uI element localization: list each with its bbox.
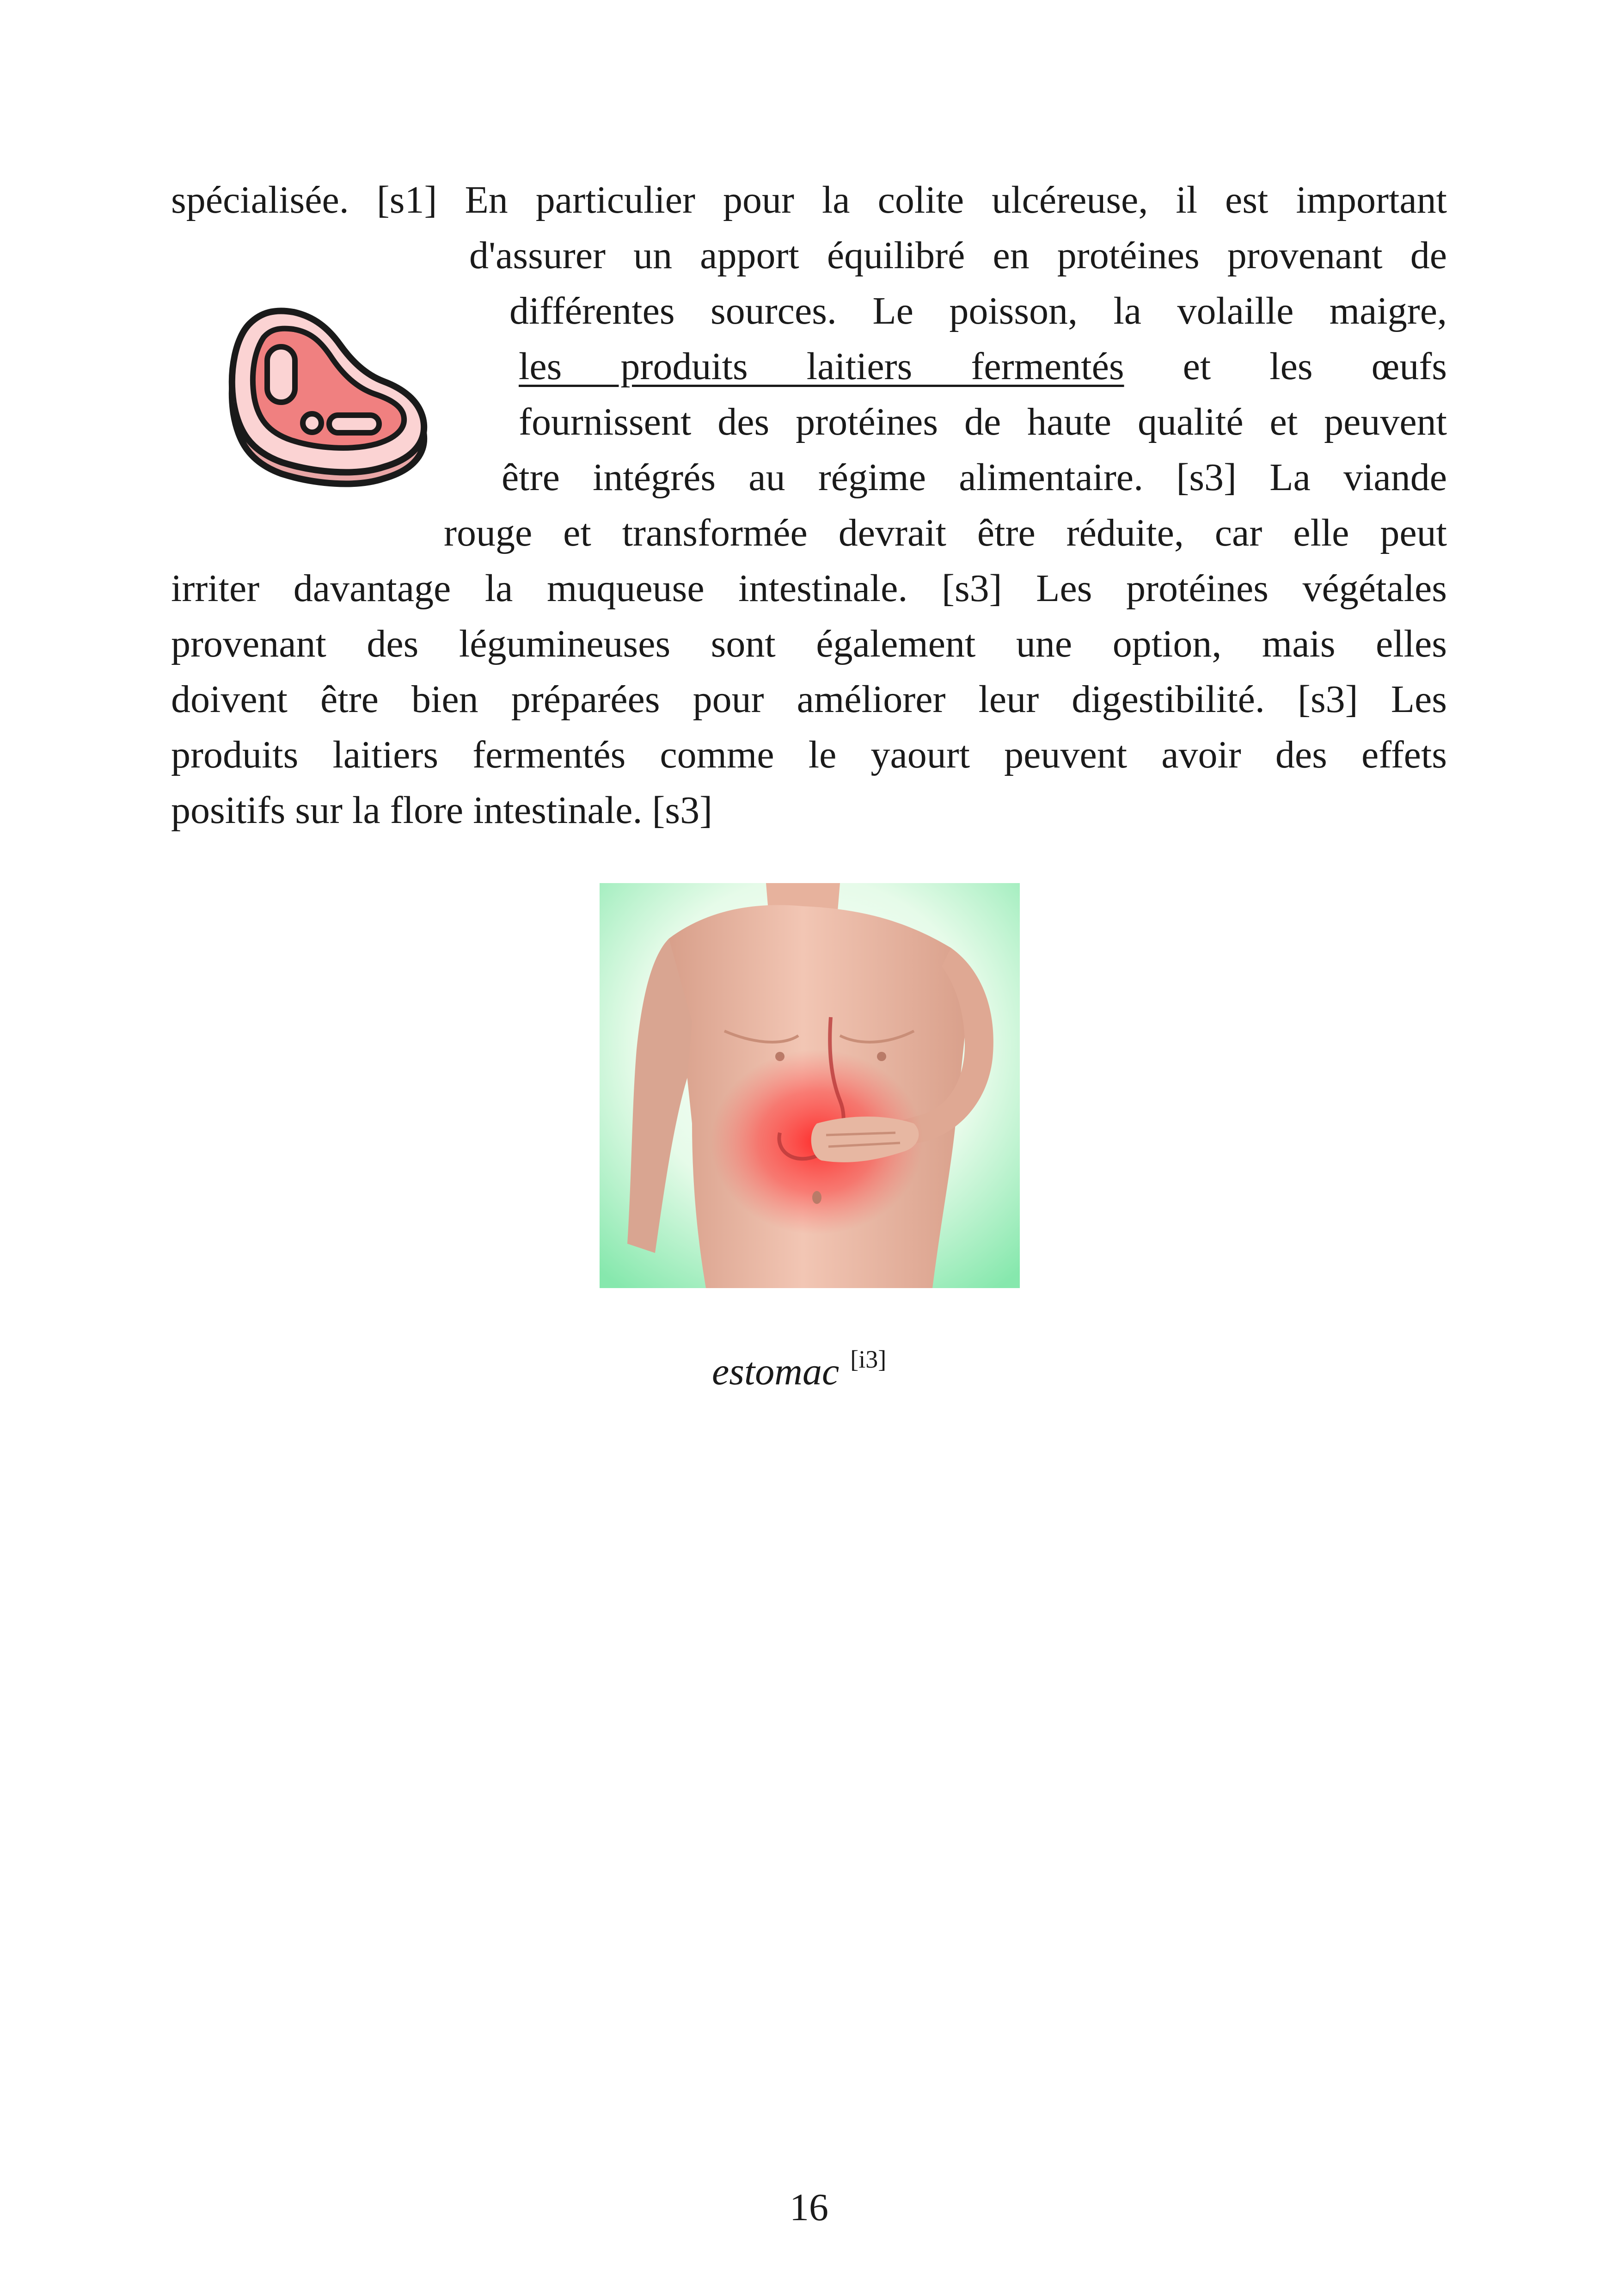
figure-caption-text: estomac xyxy=(712,1350,840,1393)
figure-caption xyxy=(712,1332,886,1400)
paragraph-line-11: produits laitiers fermentés comme le yaourt peuvent avoir des effets xyxy=(171,733,1447,776)
paragraph-line-5: fournissent des protéines de haute qualité et peuvent xyxy=(519,400,1447,443)
paragraph-line-1: spécialisée. [s1] En particulier pour la colite ulcéreuse, il est important xyxy=(171,178,1447,221)
link-produits-laitiers-fermentes[interactable]: les produits laitiers fermentés xyxy=(519,345,1124,388)
page-number: 16 xyxy=(790,2186,828,2229)
steak-icon xyxy=(217,291,439,490)
paragraph-line-6: être intégrés au régime alimentaire. [s3] La viande xyxy=(502,456,1447,499)
paragraph-line-12: positifs sur la flore intestinale. [s3] xyxy=(171,789,713,832)
paragraph-line-8: irriter davantage la muqueuse intestinale. [s3] Les protéines végétales xyxy=(171,567,1447,610)
paragraph-line-2: d'assurer un apport équilibré en protéines provenant de xyxy=(469,234,1447,277)
paragraph-line-9: provenant des légumineuses sont également une option, mais elles xyxy=(171,622,1447,665)
paragraph-line-4-rest: et les œufs xyxy=(1183,345,1447,388)
figure-reference: [i3] xyxy=(850,1345,887,1373)
paragraph-line-10: doivent être bien préparées pour améliorer leur digestibilité. [s3] Les xyxy=(171,678,1447,721)
paragraph-line-4 xyxy=(519,339,1447,394)
paragraph-line-7: rouge et transformée devrait être réduite, car elle peut xyxy=(444,511,1447,554)
stomach-pain-photo xyxy=(600,883,1020,1288)
paragraph-line-3: différentes sources. Le poisson, la volaille maigre, xyxy=(509,289,1447,332)
